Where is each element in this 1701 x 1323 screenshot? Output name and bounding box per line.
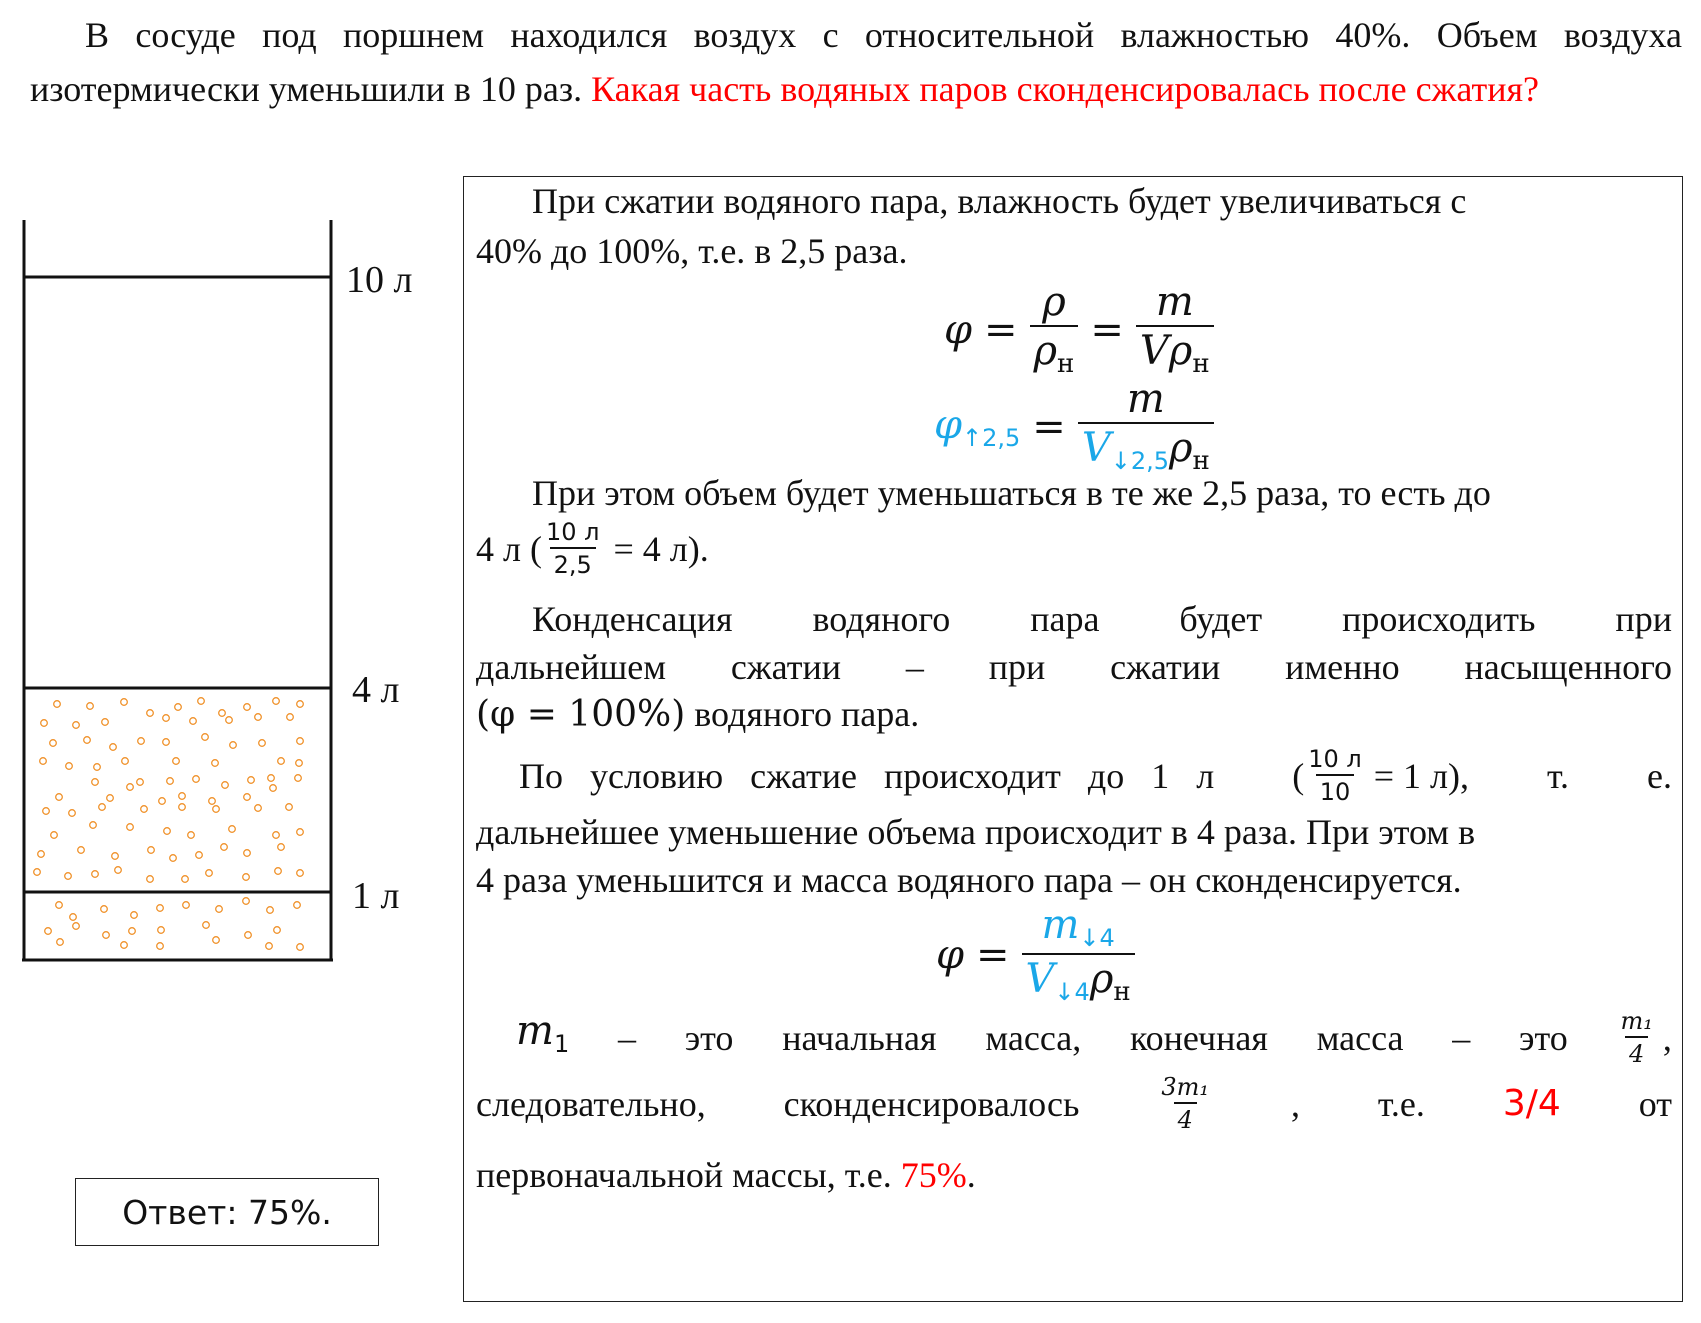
solution-p1-line2: 40% до 100%, т.е. в 2,5 раза. (476, 231, 908, 271)
vapor-bubble (164, 828, 171, 835)
vapor-bubble (230, 742, 237, 749)
vapor-bubble (219, 710, 226, 717)
vapor-bubble (244, 794, 251, 801)
vapor-bubble (190, 718, 197, 725)
solution-p5-line3: первоначальной массы, т.е. 75%. (476, 1155, 976, 1195)
vapor-bubble (41, 720, 48, 727)
vapor-bubble (129, 928, 136, 935)
vapor-bubble (209, 798, 216, 805)
vapor-bubble (245, 932, 252, 939)
vapor-bubble (216, 906, 223, 913)
problem-sentence-2: Объем воздуха изотермически уменьшили в 10 раз. (30, 15, 1682, 109)
vapor-bubble (248, 777, 255, 784)
vapor-bubble (255, 714, 262, 721)
vapor-bubble (286, 804, 293, 811)
vapor-bubble (127, 824, 134, 831)
vapor-bubble (173, 758, 180, 765)
vapor-bubble (297, 944, 304, 951)
vessel-diagram (0, 195, 450, 975)
vapor-bubble (34, 869, 41, 876)
vapor-bubble (213, 806, 220, 813)
vapor-bubble (121, 942, 128, 949)
answer-text: Ответ: 75%. (122, 1192, 332, 1232)
vapor-bubble (131, 912, 138, 919)
problem-statement (30, 8, 1682, 116)
vapor-bubble (179, 804, 186, 811)
vapor-bubble (103, 932, 110, 939)
vapor-bubble (121, 699, 128, 706)
vapor-bubble (297, 829, 304, 836)
vapor-bubble (138, 738, 145, 745)
vapor-bubble (50, 740, 57, 747)
vapor-bubble (206, 870, 213, 877)
vapor-bubble (175, 704, 182, 711)
vapor-bubble (278, 758, 285, 765)
vapor-bubble (157, 905, 164, 912)
vapor-bubble (179, 793, 186, 800)
vapor-bubble (54, 701, 61, 708)
vapor-bubble (147, 710, 154, 717)
vapor-bubble (73, 722, 80, 729)
vapor-bubble (243, 874, 250, 881)
vapor-bubble (147, 876, 154, 883)
formula-humidity-increased: $\varphi_{↑2,5}$ = $\frac{m}{V_{↓2,5}\rho_н}$ (934, 379, 1214, 474)
vapor-bubble (297, 870, 304, 877)
vapor-bubble (137, 779, 144, 786)
vapor-bubble (243, 898, 250, 905)
solution-p2-line1: При этом объем будет уменьшаться в те же 2,5 раза, то есть до (532, 473, 1491, 513)
label-4-liters: 4 л (352, 669, 400, 711)
result-percent: 75% (900, 1155, 967, 1195)
vapor-bubble (56, 902, 63, 909)
vapor-bubble (287, 714, 294, 721)
vapor-bubble (275, 868, 282, 875)
vapor-bubble (78, 847, 85, 854)
vapor-bubble (167, 778, 174, 785)
solution-p5-line2: следовательно, сконденсировалось $\frac{\text{3m₁}}{4}$ , т.е. 3/4 от (476, 1073, 1672, 1134)
vapor-bubble (212, 760, 219, 767)
vapor-bubble (266, 943, 273, 950)
solution-p4-line2: дальнейшее уменьшение объема происходит в 4 раза. При этом в (476, 812, 1476, 852)
problem-question: Какая часть водяных паров сконденсировалась после сжатия? (591, 69, 1540, 109)
vapor-bubble (141, 806, 148, 813)
vapor-bubble (213, 937, 220, 944)
vapor-bubble (92, 779, 99, 786)
vapor-bubbles (34, 698, 304, 951)
vapor-bubble (45, 928, 52, 935)
vapor-bubble (38, 851, 45, 858)
vapor-bubble (57, 939, 64, 946)
vapor-bubble (244, 704, 251, 711)
vapor-bubble (295, 775, 302, 782)
vapor-bubble (296, 760, 303, 767)
vapor-bubble (122, 758, 129, 765)
vapor-bubble (268, 775, 275, 782)
vapor-bubble (203, 922, 210, 929)
vapor-bubble (226, 717, 233, 724)
vapor-bubble (163, 739, 170, 746)
vapor-bubble (102, 719, 109, 726)
answer-box (75, 1178, 379, 1246)
vapor-bubble (163, 715, 170, 722)
vapor-bubble (273, 698, 280, 705)
vapor-bubble (66, 763, 73, 770)
vapor-bubble (229, 826, 236, 833)
vapor-bubble (270, 785, 277, 792)
vapor-bubble (159, 798, 166, 805)
vapor-bubble (73, 923, 80, 930)
solution-p2-line2: 4 л ( $\frac{10 л}{2,5}$ = 4 л). (476, 518, 709, 579)
vapor-bubble (40, 758, 47, 765)
formula-humidity: φ = $\frac{\rho}{\rho_н}$ = $\frac{m}{V\rho_н}$ (944, 282, 1214, 377)
vapor-bubble (244, 850, 251, 857)
vapor-bubble (70, 914, 77, 921)
solution-p4-line3: 4 раза уменьшится и масса водяного пара – он сконденсируется. (476, 860, 1462, 900)
formula-saturated: φ = $\frac{m_{↓4}}{V_{↓4}\rho_н}$ (936, 905, 1135, 1005)
fraction-three-quarters: 3/4 (1502, 1082, 1561, 1124)
solution-p4-line1: По условию сжатие происходит до 1 л ( $\frac{10 л}{10}$ = 1 л), т. е. (519, 745, 1672, 806)
vapor-bubble (297, 701, 304, 708)
vapor-bubble (222, 782, 229, 789)
vapor-bubble (94, 764, 101, 771)
vapor-bubble (115, 867, 122, 874)
problem-sentence-1: В сосуде под поршнем находился воздух с относительной влажностью 40%. (85, 15, 1411, 55)
vapor-bubble (221, 844, 228, 851)
vapor-bubble (259, 740, 266, 747)
vapor-bubble (127, 784, 134, 791)
vapor-bubble (255, 805, 262, 812)
vapor-bubble (196, 852, 203, 859)
vapor-bubble (56, 794, 63, 801)
label-10-liters: 10 л (346, 259, 413, 301)
vapor-bubble (278, 844, 285, 851)
vapor-bubble (92, 871, 99, 878)
vapor-bubble (198, 698, 205, 705)
vapor-bubble (99, 804, 106, 811)
vapor-bubble (273, 832, 280, 839)
vapor-bubble (170, 855, 177, 862)
vapor-bubble (148, 847, 155, 854)
vapor-bubble (188, 832, 195, 839)
vapor-bubble (110, 744, 117, 751)
solution-p5-line1: $m_1$ – это начальная масса, конечная масса – это $\frac{\text{m₁}}{4}$ , (516, 1007, 1672, 1068)
vapor-bubble (43, 808, 50, 815)
vapor-bubble (69, 810, 76, 817)
vapor-bubble (65, 873, 72, 880)
vapor-bubble (107, 795, 114, 802)
vapor-bubble (182, 876, 189, 883)
label-1-liter: 1 л (352, 875, 400, 917)
vapor-bubble (183, 902, 190, 909)
vapor-bubble (193, 776, 200, 783)
vapor-bubble (51, 832, 58, 839)
solution-box (463, 176, 1683, 1302)
vapor-bubble (157, 943, 164, 950)
solution-p3-line1: Конденсация водяного пара будет происходить при (532, 599, 1672, 639)
solution-p3-line2: дальнейшем сжатии – при сжатии именно насыщенного (476, 647, 1672, 687)
vapor-bubble (294, 902, 301, 909)
vapor-bubble (202, 734, 209, 741)
solution-p1-line1: При сжатии водяного пара, влажность будет увеличиваться с (532, 181, 1467, 221)
vapor-bubble (297, 738, 304, 745)
vapor-bubble (158, 927, 165, 934)
vapor-bubble (267, 907, 274, 914)
vapor-bubble (274, 927, 281, 934)
vapor-bubble (87, 703, 94, 710)
vapor-bubble (101, 906, 108, 913)
solution-p3-line3: (φ = 100%) водяного пара. (476, 694, 920, 735)
vapor-bubble (84, 737, 91, 744)
vapor-bubble (112, 853, 119, 860)
vapor-bubble (90, 822, 97, 829)
